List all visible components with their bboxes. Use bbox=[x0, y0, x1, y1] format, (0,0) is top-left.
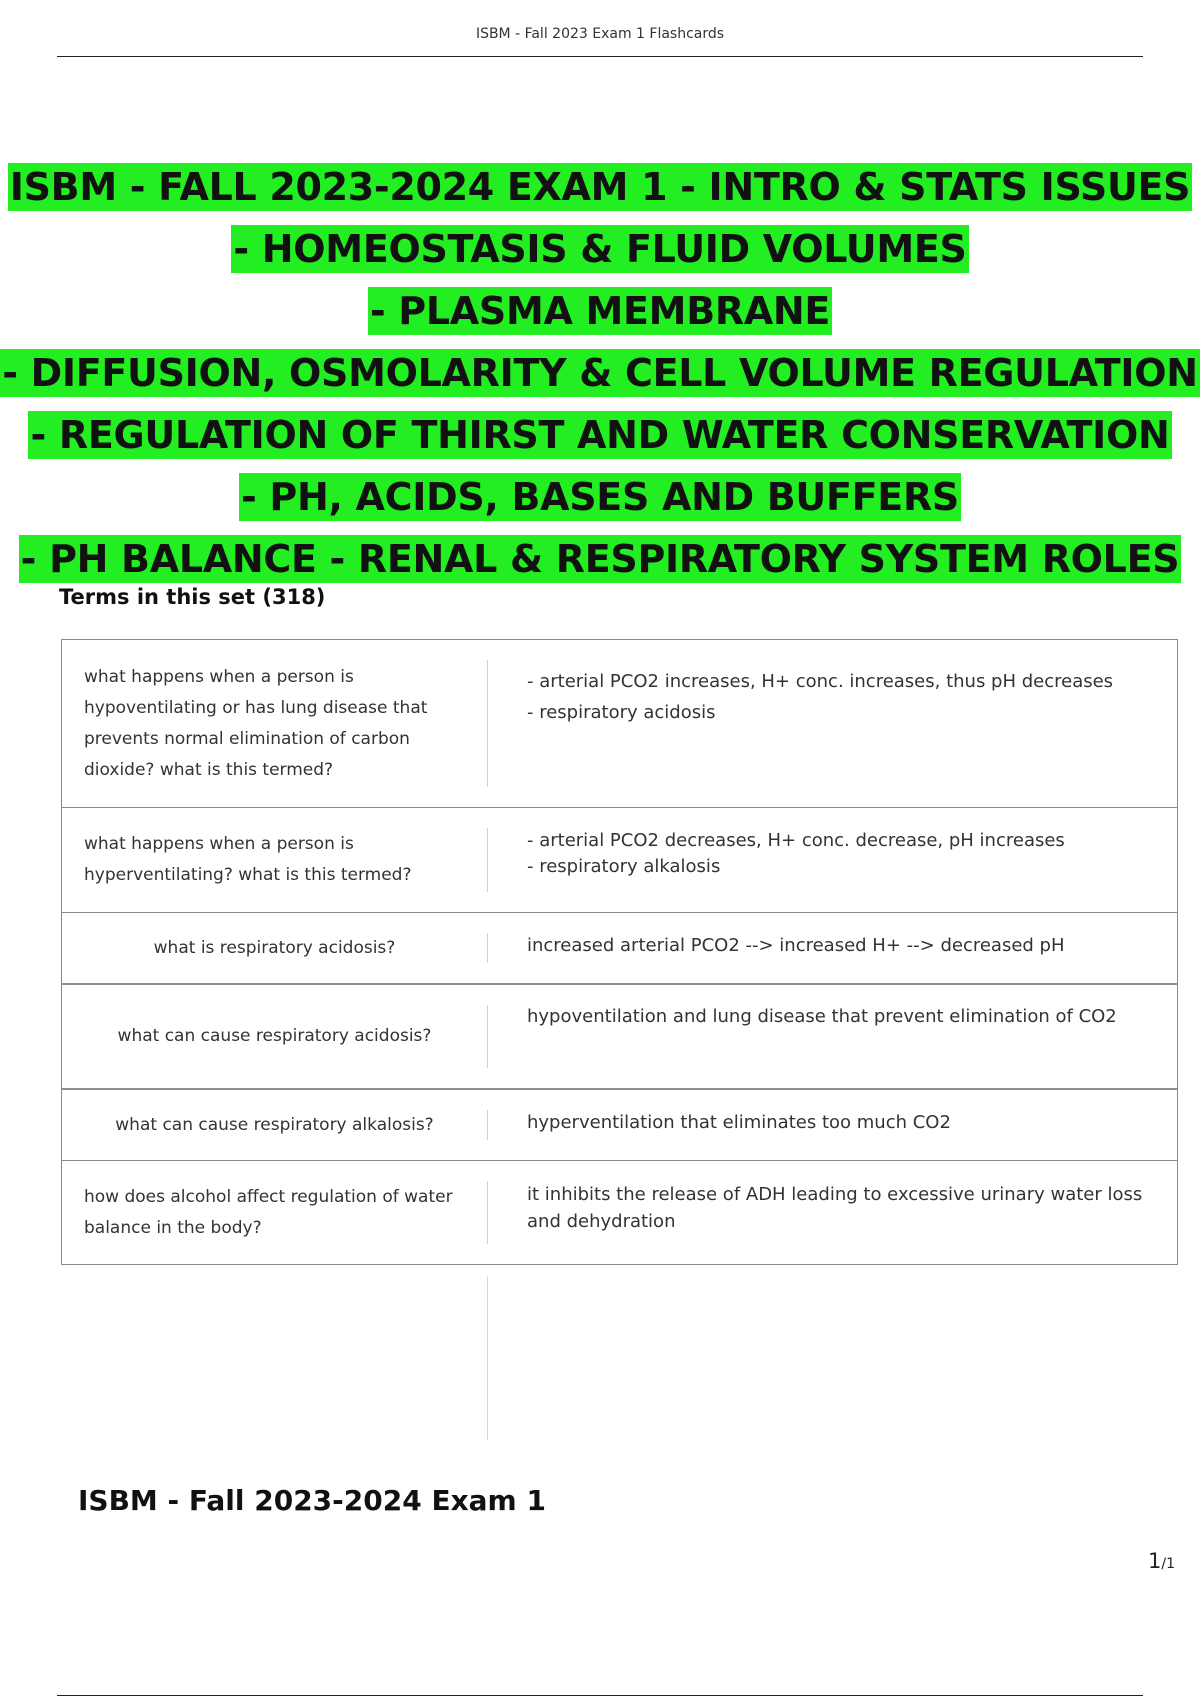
card-term: what happens when a person is hypoventilating or has lung disease that prevents normal elimination of carbon dioxide? what is this termed? bbox=[84, 666, 428, 780]
document-title bbox=[0, 156, 1200, 590]
definition-line: - arterial PCO2 increases, H+ conc. increases, thus pH decreases bbox=[527, 671, 1114, 692]
flashcard-table bbox=[61, 639, 1178, 1265]
flashcard-row bbox=[62, 640, 1177, 807]
title-line: - DIFFUSION, OSMOLARITY & CELL VOLUME REGULATION bbox=[2, 351, 1198, 395]
page-total: /1 bbox=[1161, 1556, 1175, 1572]
flashcard-row bbox=[62, 1088, 1177, 1160]
header-rule bbox=[57, 56, 1143, 57]
column-divider bbox=[487, 1181, 488, 1244]
card-term: what is respiratory acidosis? bbox=[153, 937, 396, 958]
card-term: what can cause respiratory alkalosis? bbox=[115, 1114, 434, 1135]
definition-line: - respiratory alkalosis bbox=[527, 856, 721, 877]
card-term: how does alcohol affect regulation of water balance in the body? bbox=[84, 1186, 453, 1238]
title-line: - PH BALANCE - RENAL & RESPIRATORY SYSTEM ROLES bbox=[20, 537, 1180, 581]
definition-line: it inhibits the release of ADH leading to excessive urinary water loss and dehydration bbox=[527, 1184, 1143, 1232]
page-current: 1 bbox=[1148, 1549, 1162, 1573]
terms-count-label: Terms in this set (318) bbox=[59, 585, 326, 609]
column-divider bbox=[487, 660, 488, 787]
definition-line: increased arterial PCO2 --> increased H+ --> decreased pH bbox=[527, 935, 1065, 956]
card-definition bbox=[487, 640, 1177, 807]
card-definition bbox=[487, 1090, 1177, 1160]
card-definition bbox=[487, 913, 1177, 983]
column-divider bbox=[487, 1005, 488, 1068]
footer-title: ISBM - Fall 2023-2024 Exam 1 bbox=[78, 1484, 546, 1517]
definition-line: - arterial PCO2 decreases, H+ conc. decrease, pH increases bbox=[527, 830, 1065, 851]
flashcard-row bbox=[62, 807, 1177, 912]
card-definition bbox=[487, 808, 1177, 912]
title-line: - HOMEOSTASIS & FLUID VOLUMES bbox=[233, 227, 967, 271]
column-divider bbox=[487, 1110, 488, 1140]
definition-line: - respiratory acidosis bbox=[527, 702, 716, 723]
title-line: - PH, ACIDS, BASES AND BUFFERS bbox=[241, 475, 959, 519]
title-line: ISBM - FALL 2023-2024 EXAM 1 - INTRO & STATS ISSUES bbox=[9, 165, 1191, 209]
title-line: - PLASMA MEMBRANE bbox=[369, 289, 831, 333]
flashcard-row bbox=[62, 983, 1177, 1088]
page-number bbox=[1148, 1549, 1175, 1573]
card-term: what happens when a person is hyperventilating? what is this termed? bbox=[84, 834, 412, 885]
definition-line: hypoventilation and lung disease that prevent elimination of CO2 bbox=[527, 1006, 1117, 1027]
column-divider bbox=[487, 933, 488, 963]
definition-line: hyperventilation that eliminates too much CO2 bbox=[527, 1112, 951, 1133]
title-line: - REGULATION OF THIRST AND WATER CONSERVATION bbox=[30, 413, 1170, 457]
footer-rule bbox=[57, 1695, 1143, 1696]
card-term: what can cause respiratory acidosis? bbox=[117, 1026, 432, 1046]
flashcard-row bbox=[62, 1160, 1177, 1264]
column-divider bbox=[487, 828, 488, 892]
card-definition bbox=[487, 985, 1177, 1088]
running-header: ISBM - Fall 2023 Exam 1 Flashcards bbox=[475, 26, 725, 42]
card-definition bbox=[487, 1161, 1177, 1264]
flashcard-row bbox=[62, 912, 1177, 983]
column-guide bbox=[487, 1276, 488, 1440]
